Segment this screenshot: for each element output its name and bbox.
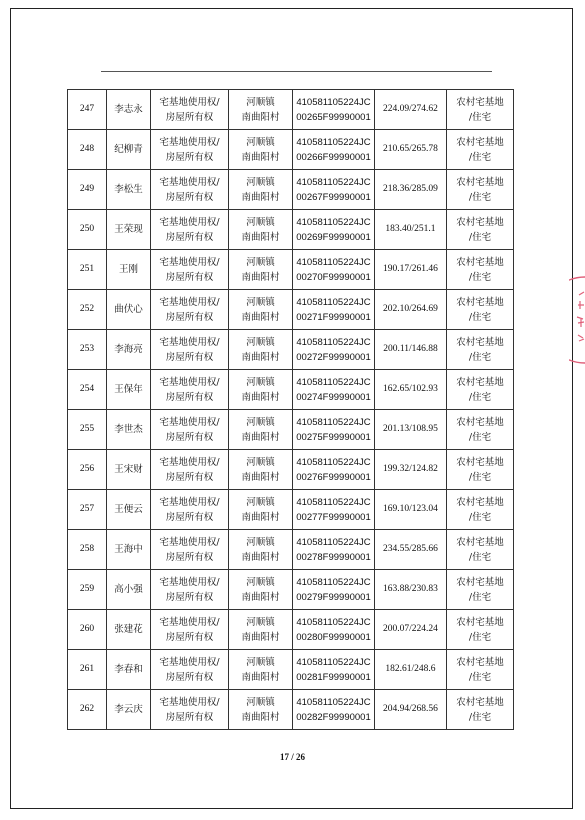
location-cell-line: 河顺镇 — [246, 136, 275, 148]
land-use-cell-line: /住宅 — [468, 111, 492, 123]
location-cell-line: 河顺镇 — [246, 256, 275, 268]
parcel-code-cell — [293, 610, 375, 650]
header-rule — [101, 71, 492, 72]
table-row — [68, 90, 514, 130]
land-use-cell — [447, 690, 514, 730]
parcel-code-cell — [293, 570, 375, 610]
right-type-cell-line: 房屋所有权 — [165, 311, 214, 323]
parcel-code-cell-line: 410581105224JC — [296, 216, 371, 228]
owner-name-cell: 张建花 — [107, 610, 151, 650]
location-cell — [229, 90, 293, 130]
land-use-cell — [447, 610, 514, 650]
owner-name-cell: 李松生 — [107, 170, 151, 210]
right-type-cell-line: 宅基地使用权/ — [159, 456, 220, 468]
parcel-code-cell-line: 00277F99990001 — [296, 511, 371, 523]
right-type-cell — [151, 210, 229, 250]
table-row — [68, 650, 514, 690]
location-cell-line: 河顺镇 — [246, 576, 275, 588]
right-type-cell-line: 宅基地使用权/ — [159, 256, 220, 268]
location-cell-line: 河顺镇 — [246, 696, 275, 708]
right-type-cell-line: 房屋所有权 — [165, 551, 214, 563]
area-cell: 200.11/146.88 — [375, 330, 447, 370]
right-type-cell-line: 宅基地使用权/ — [159, 576, 220, 588]
row-number-cell: 260 — [68, 610, 107, 650]
parcel-code-cell — [293, 250, 375, 290]
table-row — [68, 370, 514, 410]
right-type-cell-line: 宅基地使用权/ — [159, 616, 220, 628]
location-cell-line: 南曲阳村 — [241, 191, 280, 203]
owner-name-cell: 李云庆 — [107, 690, 151, 730]
land-use-cell-line: 农村宅基地 — [456, 456, 504, 468]
location-cell-line: 河顺镇 — [246, 96, 275, 108]
location-cell — [229, 650, 293, 690]
table-row — [68, 410, 514, 450]
land-use-cell — [447, 170, 514, 210]
right-type-cell-line: 宅基地使用权/ — [159, 296, 220, 308]
parcel-code-cell — [293, 690, 375, 730]
right-type-cell — [151, 610, 229, 650]
parcel-code-cell-line: 410581105224JC — [296, 456, 371, 468]
right-type-cell-line: 宅基地使用权/ — [159, 536, 220, 548]
parcel-code-cell — [293, 450, 375, 490]
location-cell-line: 河顺镇 — [246, 496, 275, 508]
row-number-cell: 257 — [68, 490, 107, 530]
row-number-cell: 254 — [68, 370, 107, 410]
owner-name-cell: 李海亮 — [107, 330, 151, 370]
right-type-cell — [151, 570, 229, 610]
owner-name-cell: 王荣现 — [107, 210, 151, 250]
land-use-cell — [447, 650, 514, 690]
location-cell-line: 河顺镇 — [246, 416, 275, 428]
area-cell: 224.09/274.62 — [375, 90, 447, 130]
parcel-code-cell — [293, 170, 375, 210]
area-cell: 202.10/264.69 — [375, 290, 447, 330]
owner-name-cell: 王便云 — [107, 490, 151, 530]
land-use-cell — [447, 530, 514, 570]
right-type-cell — [151, 650, 229, 690]
land-use-cell-line: /住宅 — [468, 351, 492, 363]
parcel-code-cell — [293, 530, 375, 570]
area-cell: 200.07/224.24 — [375, 610, 447, 650]
parcel-code-cell — [293, 410, 375, 450]
location-cell-line: 南曲阳村 — [241, 151, 280, 163]
location-cell — [229, 450, 293, 490]
parcel-code-cell — [293, 330, 375, 370]
parcel-code-cell-line: 410581105224JC — [296, 656, 371, 668]
parcel-code-cell — [293, 290, 375, 330]
location-cell — [229, 290, 293, 330]
table-row — [68, 570, 514, 610]
area-cell: 201.13/108.95 — [375, 410, 447, 450]
red-seal-fragment — [569, 275, 585, 365]
registration-table — [67, 89, 514, 730]
parcel-code-cell-line: 00279F99990001 — [296, 591, 371, 603]
location-cell-line: 河顺镇 — [246, 376, 275, 388]
land-use-cell-line: /住宅 — [468, 311, 492, 323]
location-cell — [229, 130, 293, 170]
land-use-cell — [447, 490, 514, 530]
parcel-code-cell — [293, 90, 375, 130]
parcel-code-cell-line: 410581105224JC — [296, 376, 371, 388]
right-type-cell-line: 房屋所有权 — [165, 631, 214, 643]
land-use-cell — [447, 290, 514, 330]
location-cell-line: 南曲阳村 — [241, 591, 280, 603]
owner-name-cell: 王保年 — [107, 370, 151, 410]
owner-name-cell: 李春和 — [107, 650, 151, 690]
row-number-cell: 251 — [68, 250, 107, 290]
parcel-code-cell-line: 410581105224JC — [296, 536, 371, 548]
right-type-cell-line: 宅基地使用权/ — [159, 336, 220, 348]
right-type-cell-line: 宅基地使用权/ — [159, 96, 220, 108]
right-type-cell-line: 房屋所有权 — [165, 351, 214, 363]
table-row — [68, 290, 514, 330]
table-row — [68, 490, 514, 530]
right-type-cell-line: 房屋所有权 — [165, 471, 214, 483]
parcel-code-cell-line: 410581105224JC — [296, 336, 371, 348]
location-cell-line: 南曲阳村 — [241, 231, 280, 243]
owner-name-cell: 王海中 — [107, 530, 151, 570]
right-type-cell-line: 宅基地使用权/ — [159, 656, 220, 668]
land-use-cell-line: 农村宅基地 — [456, 296, 504, 308]
location-cell-line: 南曲阳村 — [241, 471, 280, 483]
land-use-cell-line: 农村宅基地 — [456, 416, 504, 428]
location-cell-line: 南曲阳村 — [241, 431, 280, 443]
land-use-cell — [447, 330, 514, 370]
parcel-code-cell — [293, 490, 375, 530]
owner-name-cell: 李志永 — [107, 90, 151, 130]
location-cell-line: 河顺镇 — [246, 656, 275, 668]
area-cell: 169.10/123.04 — [375, 490, 447, 530]
parcel-code-cell-line: 410581105224JC — [296, 176, 371, 188]
page-number: 17 / 26 — [279, 752, 305, 762]
land-use-cell — [447, 570, 514, 610]
right-type-cell-line: 房屋所有权 — [165, 271, 214, 283]
area-cell: 163.88/230.83 — [375, 570, 447, 610]
row-number-cell: 259 — [68, 570, 107, 610]
right-type-cell-line: 房屋所有权 — [165, 511, 214, 523]
location-cell-line: 河顺镇 — [246, 536, 275, 548]
location-cell — [229, 330, 293, 370]
right-type-cell — [151, 90, 229, 130]
location-cell-line: 河顺镇 — [246, 616, 275, 628]
location-cell — [229, 250, 293, 290]
parcel-code-cell-line: 410581105224JC — [296, 296, 371, 308]
parcel-code-cell-line: 00280F99990001 — [296, 631, 371, 643]
location-cell — [229, 530, 293, 570]
parcel-code-cell-line: 00266F99990001 — [296, 151, 371, 163]
parcel-code-cell-line: 00281F99990001 — [296, 671, 371, 683]
area-cell: 204.94/268.56 — [375, 690, 447, 730]
right-type-cell — [151, 170, 229, 210]
location-cell — [229, 410, 293, 450]
right-type-cell-line: 房屋所有权 — [165, 391, 214, 403]
parcel-code-cell-line: 00274F99990001 — [296, 391, 371, 403]
row-number-cell: 255 — [68, 410, 107, 450]
land-use-cell-line: 农村宅基地 — [456, 96, 504, 108]
location-cell-line: 河顺镇 — [246, 456, 275, 468]
parcel-code-cell-line: 410581105224JC — [296, 416, 371, 428]
land-use-cell — [447, 90, 514, 130]
location-cell-line: 河顺镇 — [246, 296, 275, 308]
area-cell: 182.61/248.6 — [375, 650, 447, 690]
land-use-cell — [447, 210, 514, 250]
land-use-cell-line: /住宅 — [468, 711, 492, 723]
right-type-cell — [151, 250, 229, 290]
row-number-cell: 256 — [68, 450, 107, 490]
parcel-code-cell-line: 00276F99990001 — [296, 471, 371, 483]
row-number-cell: 248 — [68, 130, 107, 170]
land-use-cell-line: /住宅 — [468, 151, 492, 163]
row-number-cell: 253 — [68, 330, 107, 370]
right-type-cell — [151, 530, 229, 570]
area-cell: 183.40/251.1 — [375, 210, 447, 250]
parcel-code-cell-line: 410581105224JC — [296, 256, 371, 268]
table-row — [68, 530, 514, 570]
parcel-code-cell-line: 00275F99990001 — [296, 431, 371, 443]
parcel-code-cell-line: 410581105224JC — [296, 96, 371, 108]
owner-name-cell: 高小强 — [107, 570, 151, 610]
land-use-cell-line: 农村宅基地 — [456, 256, 504, 268]
right-type-cell — [151, 330, 229, 370]
parcel-code-cell-line: 410581105224JC — [296, 576, 371, 588]
right-type-cell-line: 宅基地使用权/ — [159, 696, 220, 708]
right-type-cell — [151, 290, 229, 330]
parcel-code-cell-line: 410581105224JC — [296, 496, 371, 508]
parcel-code-cell-line: 00271F99990001 — [296, 311, 371, 323]
land-use-cell-line: /住宅 — [468, 471, 492, 483]
right-type-cell-line: 房屋所有权 — [165, 191, 214, 203]
area-cell: 190.17/261.46 — [375, 250, 447, 290]
right-type-cell-line: 房屋所有权 — [165, 671, 214, 683]
land-use-cell-line: 农村宅基地 — [456, 336, 504, 348]
parcel-code-cell-line: 00282F99990001 — [296, 711, 371, 723]
location-cell-line: 南曲阳村 — [241, 631, 280, 643]
table-row — [68, 170, 514, 210]
right-type-cell — [151, 450, 229, 490]
location-cell-line: 南曲阳村 — [241, 551, 280, 563]
row-number-cell: 261 — [68, 650, 107, 690]
land-use-cell-line: /住宅 — [468, 391, 492, 403]
right-type-cell-line: 房屋所有权 — [165, 151, 214, 163]
table-row — [68, 250, 514, 290]
land-use-cell-line: /住宅 — [468, 591, 492, 603]
land-use-cell — [447, 370, 514, 410]
area-cell: 199.32/124.82 — [375, 450, 447, 490]
land-use-cell-line: 农村宅基地 — [456, 656, 504, 668]
land-use-cell — [447, 410, 514, 450]
land-use-cell-line: 农村宅基地 — [456, 376, 504, 388]
seal-icon — [569, 275, 585, 365]
location-cell — [229, 210, 293, 250]
land-use-cell — [447, 450, 514, 490]
location-cell — [229, 690, 293, 730]
parcel-code-cell — [293, 130, 375, 170]
row-number-cell: 247 — [68, 90, 107, 130]
land-use-cell-line: /住宅 — [468, 271, 492, 283]
table-row — [68, 610, 514, 650]
parcel-code-cell — [293, 210, 375, 250]
parcel-code-cell-line: 00267F99990001 — [296, 191, 371, 203]
land-use-cell-line: 农村宅基地 — [456, 136, 504, 148]
land-use-cell-line: 农村宅基地 — [456, 496, 504, 508]
parcel-code-cell-line: 410581105224JC — [296, 616, 371, 628]
land-use-cell-line: 农村宅基地 — [456, 536, 504, 548]
owner-name-cell: 纪柳青 — [107, 130, 151, 170]
land-use-cell-line: /住宅 — [468, 671, 492, 683]
location-cell-line: 南曲阳村 — [241, 391, 280, 403]
land-use-cell — [447, 250, 514, 290]
right-type-cell-line: 宅基地使用权/ — [159, 136, 220, 148]
owner-name-cell: 王宋财 — [107, 450, 151, 490]
land-use-cell-line: 农村宅基地 — [456, 696, 504, 708]
right-type-cell-line: 房屋所有权 — [165, 111, 214, 123]
right-type-cell — [151, 490, 229, 530]
right-type-cell-line: 房屋所有权 — [165, 431, 214, 443]
owner-name-cell: 王刚 — [107, 250, 151, 290]
table-row — [68, 450, 514, 490]
location-cell — [229, 370, 293, 410]
right-type-cell-line: 宅基地使用权/ — [159, 376, 220, 388]
land-use-cell-line: /住宅 — [468, 191, 492, 203]
location-cell-line: 南曲阳村 — [241, 671, 280, 683]
location-cell-line: 河顺镇 — [246, 216, 275, 228]
location-cell-line: 南曲阳村 — [241, 711, 280, 723]
area-cell: 162.65/102.93 — [375, 370, 447, 410]
location-cell — [229, 570, 293, 610]
land-use-cell-line: /住宅 — [468, 431, 492, 443]
location-cell-line: 南曲阳村 — [241, 351, 280, 363]
land-use-cell-line: /住宅 — [468, 231, 492, 243]
location-cell-line: 南曲阳村 — [241, 271, 280, 283]
area-cell: 234.55/285.66 — [375, 530, 447, 570]
parcel-code-cell — [293, 370, 375, 410]
parcel-code-cell — [293, 650, 375, 690]
location-cell-line: 河顺镇 — [246, 176, 275, 188]
location-cell-line: 南曲阳村 — [241, 311, 280, 323]
right-type-cell-line: 房屋所有权 — [165, 711, 214, 723]
row-number-cell: 262 — [68, 690, 107, 730]
owner-name-cell: 曲伏心 — [107, 290, 151, 330]
right-type-cell-line: 宅基地使用权/ — [159, 216, 220, 228]
parcel-code-cell-line: 410581105224JC — [296, 136, 371, 148]
land-use-cell-line: 农村宅基地 — [456, 616, 504, 628]
land-use-cell-line: /住宅 — [468, 511, 492, 523]
parcel-code-cell-line: 00265F99990001 — [296, 111, 371, 123]
area-cell: 218.36/285.09 — [375, 170, 447, 210]
table-row — [68, 690, 514, 730]
land-use-cell-line: 农村宅基地 — [456, 576, 504, 588]
location-cell-line: 南曲阳村 — [241, 511, 280, 523]
location-cell-line: 河顺镇 — [246, 336, 275, 348]
parcel-code-cell-line: 00278F99990001 — [296, 551, 371, 563]
right-type-cell — [151, 130, 229, 170]
land-use-cell-line: 农村宅基地 — [456, 176, 504, 188]
table-row — [68, 130, 514, 170]
land-use-cell — [447, 130, 514, 170]
parcel-code-cell-line: 410581105224JC — [296, 696, 371, 708]
land-use-cell-line: /住宅 — [468, 631, 492, 643]
row-number-cell: 258 — [68, 530, 107, 570]
row-number-cell: 249 — [68, 170, 107, 210]
area-cell: 210.65/265.78 — [375, 130, 447, 170]
right-type-cell-line: 房屋所有权 — [165, 231, 214, 243]
right-type-cell-line: 宅基地使用权/ — [159, 176, 220, 188]
row-number-cell: 252 — [68, 290, 107, 330]
right-type-cell — [151, 690, 229, 730]
owner-name-cell: 李世杰 — [107, 410, 151, 450]
location-cell — [229, 170, 293, 210]
location-cell-line: 南曲阳村 — [241, 111, 280, 123]
row-number-cell: 250 — [68, 210, 107, 250]
location-cell — [229, 490, 293, 530]
location-cell — [229, 610, 293, 650]
table-row — [68, 210, 514, 250]
right-type-cell-line: 房屋所有权 — [165, 591, 214, 603]
land-use-cell-line: 农村宅基地 — [456, 216, 504, 228]
parcel-code-cell-line: 00272F99990001 — [296, 351, 371, 363]
right-type-cell-line: 宅基地使用权/ — [159, 496, 220, 508]
right-type-cell — [151, 370, 229, 410]
parcel-code-cell-line: 00270F99990001 — [296, 271, 371, 283]
table-body — [68, 90, 514, 730]
right-type-cell-line: 宅基地使用权/ — [159, 416, 220, 428]
parcel-code-cell-line: 00269F99990001 — [296, 231, 371, 243]
table-row — [68, 330, 514, 370]
land-use-cell-line: /住宅 — [468, 551, 492, 563]
right-type-cell — [151, 410, 229, 450]
